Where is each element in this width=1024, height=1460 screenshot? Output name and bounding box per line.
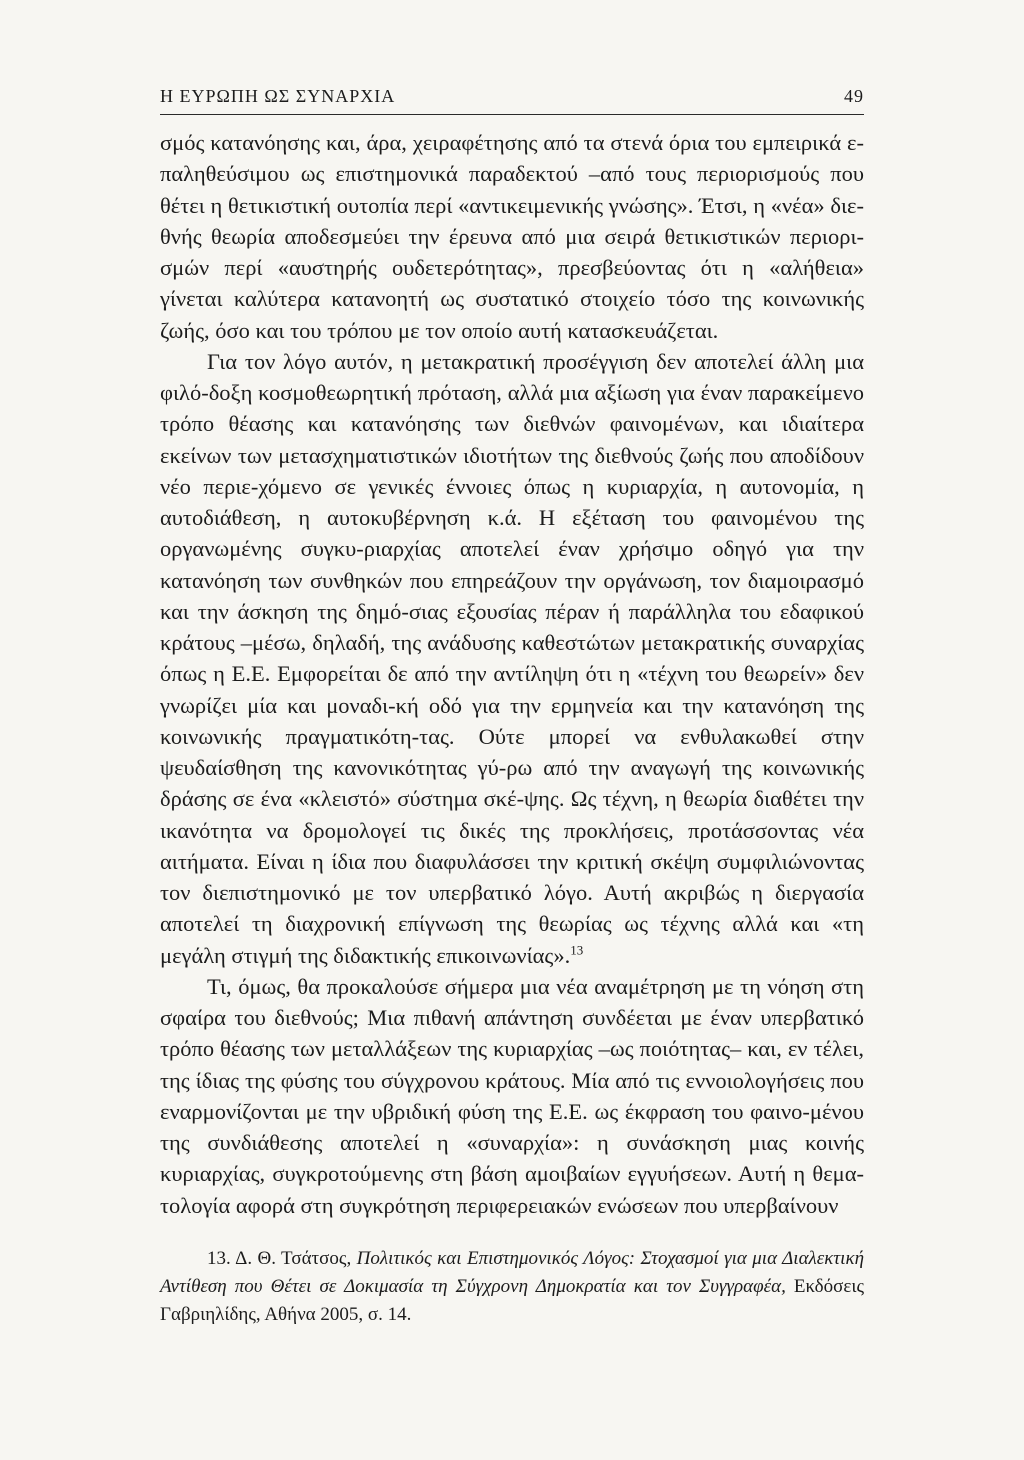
main-text xyxy=(160,127,864,1221)
footnote-text xyxy=(160,1245,864,1329)
footnote-title: Πολιτικός και Επιστημονικός Λόγος: Στοχασμοί για μια Διαλεκτική Αντίθεση που Θέτει σε Δοκιμασία τη Σύγχρονη Δημοκρατία και τον Συγγραφέα, xyxy=(160,1248,864,1297)
paragraph-2-text: Για τον λόγο αυτόν, η μετακρατική προσέγγιση δεν αποτελεί άλλη μια φιλό-δοξη κοσμοθεωρητική πρόταση, αλλά μια αξίωση για έναν παρακείμενο τρόπο θέασης και κατανόησης των διεθνών φαινομένων, και ιδιαίτερα εκείνων των μετασχηματιστικών ιδιοτήτων της διεθνούς ζωής που αποδίδουν νέο περιε-χόμενο σε γενικές έννοιες όπως η κυριαρχία, η αυτονομία, η αυτοδιάθεση, η αυτοκυβέρνηση κ.ά. Η εξέταση του φαινομένου της οργανωμένης συγκυ-ριαρχίας αποτελεί έναν χρήσιμο οδηγό για την κατανόηση των συνθηκών που επηρεάζουν την οργάνωση, τον διαμοιρασμό και την άσκηση της δημό-σιας εξουσίας πέραν ή παράλληλα του εδαφικού κράτους –μέσω, δηλαδή, της ανάδυσης καθεστώτων μετακρατικής συναρχίας όπως η Ε.Ε. Εμφορείται δε από την αντίληψη ότι η «τέχνη του θεωρείν» δεν γνωρίζει μία και μοναδι-κή οδό για την ερμηνεία και την κατανόηση της κοινωνικής πραγματικότη-τας. Ούτε μπορεί να ενθυλακωθεί στην ψευδαίσθηση της κανονικότητας γύ-ρω από την αναγωγή της κοινωνικής δράσης σε ένα «κλειστό» σύστημα σκέ-ψης. Ως τέχνη, η θεωρία διαθέτει την ικανότητα να δρομολογεί τις δικές της προκλήσεις, προτάσσοντας νέα αιτήματα. Είναι η ίδια που διαφυλάσσει την κριτική σκέψη συμφιλιώνοντας τον διεπιστημονικό με τον υπερβατικό λόγο. Αυτή ακριβώς η διεργασία αποτελεί τη διαχρονική επίγνωση της θεωρίας ως τέχνης αλλά και «τη μεγάλη στιγμή της διδακτικής επικοινωνίας». xyxy=(160,348,864,968)
footnote-13 xyxy=(160,1245,864,1329)
footnote-publisher: Εκδόσεις Γαβριηλίδης, Αθήνα 2005, σ. 14. xyxy=(160,1276,864,1325)
footnote-number: 13. xyxy=(207,1248,231,1269)
page-number: 49 xyxy=(844,86,864,106)
paragraph-2 xyxy=(160,346,864,971)
footnote-ref-13[interactable]: 13 xyxy=(570,942,584,957)
paragraph-3: Τι, όμως, θα προκαλούσε σήμερα μια νέα αναμέτρηση με τη νόηση στη σφαίρα του διεθνούς; Μια πιθανή απάντηση συνδέεται με έναν υπερβατικό τρόπο θέασης των μεταλλάξεων της κυριαρχίας –ως ποιότητας– και, εν τέλει, της ίδιας της φύσης του σύγχρονου κράτους. Μία από τις εννοιολογήσεις που εναρμονίζονται με την υβριδική φύση της Ε.Ε. ως έκφραση του φαινο-μένου της συνδιάθεσης αποτελεί η «συναρχία»: η συνάσκηση μιας κοινής κυριαρχίας, συγκροτούμενης στη βάση αμοιβαίων εγγυήσεων. Αυτή η θεμα-τολογία αφορά στη συγκρότηση περιφερειακών ενώσεων που υπερβαίνουν xyxy=(160,973,864,1218)
running-head-title: Η ΕΥΡΩΠΗ ΩΣ ΣΥΝΑΡΧΙΑ xyxy=(160,86,396,106)
footnote-author: Δ. Θ. Τσάτσος, xyxy=(235,1248,352,1269)
paragraph-1: σμός κατανόησης και, άρα, χειραφέτησης από τα στενά όρια του εμπειρικά ε-παληθεύσιμου ως επιστημονικά παραδεκτού –από τους περιορισμούς που θέτει η θετικιστική ουτοπία περί «αντικειμενικής γνώσης». Έτσι, η «νέα» διε-θνής θεωρία αποδεσμεύει την έρευνα από μια σειρά θετικιστικών περιορι-σμών περί «αυστηρής ουδετερότητας», πρεσβεύοντας ότι η «αλήθεια» γίνεται καλύτερα κατανοητή ως συστατικό στοιχείο τόσο της κοινωνικής ζωής, όσο και του τρόπου με τον οποίο αυτή κατασκευάζεται. xyxy=(160,130,864,343)
running-header xyxy=(160,84,864,115)
